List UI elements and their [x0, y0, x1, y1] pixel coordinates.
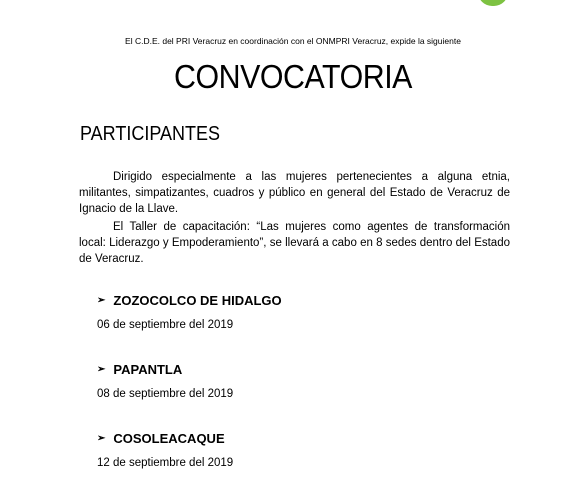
- paragraph-workshop: El Taller de capacitación: “Las mujeres como agentes de transformación local: Liderazgo y Empoderamiento”, se llevará a cabo en 8 sedes dentro del Estado de Veracruz.: [79, 221, 510, 265]
- sede-name: ZOZOCOLCO DE HIDALGO: [113, 293, 282, 308]
- sede-date: 06 de septiembre del 2019: [97, 319, 234, 331]
- sede-date: 12 de septiembre del 2019: [97, 457, 234, 469]
- sede-item: [97, 431, 225, 446]
- sede-item: [97, 293, 282, 308]
- sede-date: 08 de septiembre del 2019: [97, 388, 234, 400]
- page-title: CONVOCATORIA: [174, 58, 412, 95]
- sede-item: [97, 362, 182, 377]
- intro-text: El C.D.E. del PRI Veracruz en coordinación con el ONMPRI Veracruz, expide la siguiente: [125, 36, 461, 46]
- paragraph-participants: Dirigido especialmente a las mujeres pertenecientes a alguna etnia, militantes, simpatizantes, cuadros y público en general del Estado de Veracruz de Ignacio de la Llave.: [79, 171, 510, 215]
- arrow-bullet-icon: ➢: [97, 295, 106, 306]
- sede-name: COSOLEACAQUE: [113, 431, 225, 446]
- sede-name: PAPANTLA: [113, 362, 183, 377]
- arrow-bullet-icon: ➢: [97, 364, 106, 375]
- logo-icon: [478, 0, 508, 6]
- section-heading: PARTICIPANTES: [80, 123, 221, 145]
- arrow-bullet-icon: ➢: [97, 433, 106, 444]
